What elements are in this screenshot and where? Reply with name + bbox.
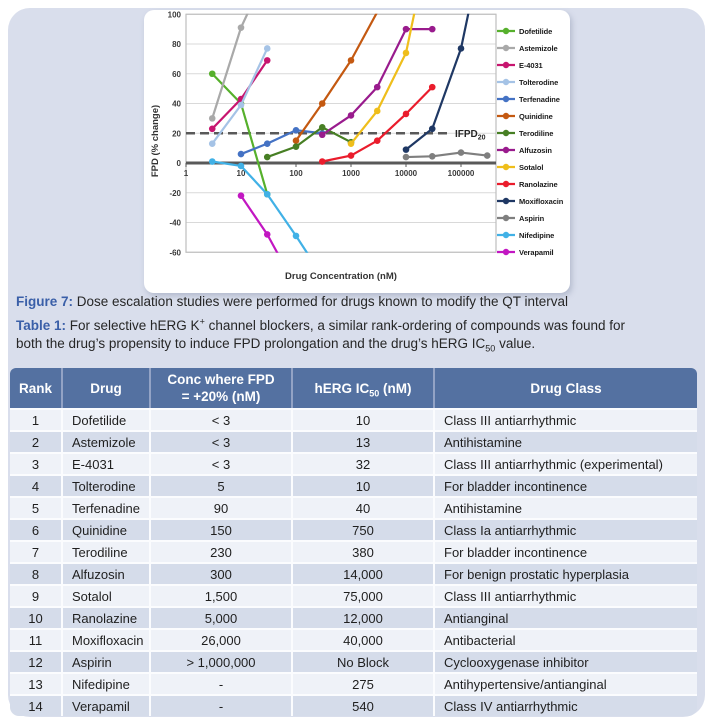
- content-panel: [8, 8, 705, 717]
- cell-herg-ic50: 75,000: [293, 584, 435, 606]
- legend-item-nifedipine: [497, 231, 554, 240]
- table-caption: [16, 317, 640, 352]
- cell-herg-ic50: 540: [293, 694, 435, 716]
- legend-item-ranolazine: [497, 180, 558, 189]
- legend-label: Aspirin: [519, 214, 545, 223]
- series-sotalol: [348, 10, 421, 147]
- header-drug-class-label: Drug Class: [530, 380, 602, 396]
- table-row: [10, 628, 697, 650]
- figure-chart-card: [144, 10, 570, 293]
- cell-drug: E-4031: [63, 452, 151, 474]
- legend-label: Verapamil: [519, 248, 554, 257]
- legend: [497, 27, 564, 257]
- cell-conc-fpd20: 26,000: [151, 628, 293, 650]
- cell-herg-ic50: 10: [293, 474, 435, 496]
- legend-marker-dot: [503, 198, 509, 204]
- cell-drug-class: For bladder incontinence: [435, 540, 697, 562]
- cell-rank: 6: [10, 518, 63, 540]
- cell-rank: 13: [10, 672, 63, 694]
- x-tick-label: 10000: [394, 169, 418, 178]
- legend-label: Quinidine: [519, 112, 553, 121]
- cell-herg-ic50: 40: [293, 496, 435, 518]
- legend-marker-dot: [503, 113, 509, 119]
- table-caption-label: Table 1:: [16, 318, 67, 333]
- header-drug-label: Drug: [90, 380, 122, 396]
- cell-drug: Dofetilide: [63, 408, 151, 430]
- cell-rank: 11: [10, 628, 63, 650]
- legend-label: Moxifloxacin: [519, 197, 564, 206]
- cell-drug: Astemizole: [63, 430, 151, 452]
- y-tick-label: 60: [172, 69, 181, 79]
- x-axis-title: Drug Concentration (nM): [285, 271, 397, 282]
- cell-drug-class: For bladder incontinence: [435, 474, 697, 496]
- y-tick-label: -60: [169, 248, 181, 258]
- legend-label: E-4031: [519, 61, 543, 70]
- y-axis: [168, 10, 182, 257]
- cell-drug-class: Antibacterial: [435, 628, 697, 650]
- cell-herg-ic50: 380: [293, 540, 435, 562]
- header-herg-post: (nM): [379, 380, 412, 396]
- cell-conc-fpd20: 230: [151, 540, 293, 562]
- cell-rank: 3: [10, 452, 63, 474]
- ifpd20-label: $IFPD_{20}$: [455, 128, 486, 142]
- table-row: [10, 606, 697, 628]
- cell-herg-ic50: 750: [293, 518, 435, 540]
- legend-item-astemizole: [497, 44, 558, 53]
- legend-marker-dot: [503, 181, 509, 187]
- cell-drug: Moxifloxacin: [63, 628, 151, 650]
- header-rank-label: Rank: [18, 380, 52, 396]
- header-herg-ic50: [293, 368, 435, 408]
- table-header-row: [10, 368, 697, 408]
- ic50-subscript: 50: [485, 343, 496, 354]
- cell-herg-ic50: 275: [293, 672, 435, 694]
- legend-item-sotalol: [497, 163, 543, 172]
- cell-rank: 14: [10, 694, 63, 716]
- legend-label: Tolterodine: [519, 78, 559, 87]
- cell-drug: Nifedipine: [63, 672, 151, 694]
- figure-caption-text: Dose escalation studies were performed for drugs known to modify the QT interval: [73, 294, 569, 309]
- header-conc-fpd20: [151, 368, 293, 408]
- series-e-4031: [209, 57, 271, 132]
- x-tick-label: 100000: [447, 169, 475, 178]
- cell-drug-class: Class III antiarrhythmic: [435, 408, 697, 430]
- cell-herg-ic50: 12,000: [293, 606, 435, 628]
- table-row: [10, 584, 697, 606]
- header-conc-line2: = +20% (nM): [181, 389, 261, 404]
- legend-item-aspirin: [497, 214, 545, 223]
- legend-item-quinidine: [497, 112, 553, 121]
- legend-marker-dot: [503, 249, 509, 255]
- cell-rank: 1: [10, 408, 63, 430]
- legend-item-terodiline: [497, 129, 553, 138]
- table-row: [10, 474, 697, 496]
- header-herg-pre: hERG IC: [314, 380, 370, 396]
- drug-rank-table: [10, 368, 697, 716]
- legend-item-e-4031: [497, 61, 543, 70]
- table-row: [10, 694, 697, 716]
- legend-label: Alfuzosin: [519, 146, 552, 155]
- cell-conc-fpd20: > 1,000,000: [151, 650, 293, 672]
- legend-item-alfuzosin: [497, 146, 552, 155]
- cell-drug: Quinidine: [63, 518, 151, 540]
- legend-item-tolterodine: [497, 78, 558, 87]
- cell-drug-class: Class Ia antiarrhythmic: [435, 518, 697, 540]
- cell-herg-ic50: No Block: [293, 650, 435, 672]
- cell-drug: Tolterodine: [63, 474, 151, 496]
- cell-rank: 4: [10, 474, 63, 496]
- cell-drug-class: Antianginal: [435, 606, 697, 628]
- legend-label: Astemizole: [519, 44, 558, 53]
- figure-caption-label: Figure 7:: [16, 294, 74, 309]
- table-caption-text-3: value.: [495, 335, 536, 351]
- legend-marker-dot: [503, 130, 509, 136]
- cell-herg-ic50: 40,000: [293, 628, 435, 650]
- y-tick-label: 40: [172, 99, 181, 109]
- legend-marker-dot: [503, 79, 509, 85]
- table-row: [10, 540, 697, 562]
- legend-marker-dot: [503, 28, 509, 34]
- cell-drug: Aspirin: [63, 650, 151, 672]
- table-row: [10, 562, 697, 584]
- cell-herg-ic50: 14,000: [293, 562, 435, 584]
- legend-marker-dot: [503, 96, 509, 102]
- cell-drug: Sotalol: [63, 584, 151, 606]
- table-caption-text-2: channel blockers, a similar rank-ordering of compounds was found for both the drug’s propensity to induce FPD prolongation and the drug’s hERG IC: [16, 318, 626, 351]
- cell-drug: Verapamil: [63, 694, 151, 716]
- cell-herg-ic50: 32: [293, 452, 435, 474]
- y-tick-label: -40: [169, 218, 181, 228]
- cell-conc-fpd20: 5,000: [151, 606, 293, 628]
- y-axis-title: FPD (% change): [150, 104, 161, 178]
- y-tick-label: 80: [172, 40, 181, 49]
- cell-drug-class: For benign prostatic hyperplasia: [435, 562, 697, 584]
- cell-conc-fpd20: 300: [151, 562, 293, 584]
- legend-marker-dot: [503, 164, 509, 170]
- cell-rank: 5: [10, 496, 63, 518]
- header-drug-class: [435, 368, 697, 408]
- cell-drug: Alfuzosin: [63, 562, 151, 584]
- cell-drug-class: Class III antiarrhythmic: [435, 584, 697, 606]
- legend-marker-dot: [503, 62, 509, 68]
- cell-rank: 7: [10, 540, 63, 562]
- cell-drug-class: Class IV antiarrhythmic: [435, 694, 697, 716]
- cell-rank: 12: [10, 650, 63, 672]
- table-header: [10, 368, 697, 408]
- legend-label: Terfenadine: [519, 95, 560, 104]
- cell-conc-fpd20: -: [151, 694, 293, 716]
- legend-marker-dot: [503, 215, 509, 221]
- cell-conc-fpd20: 5: [151, 474, 293, 496]
- cell-drug: Terodiline: [63, 540, 151, 562]
- legend-item-dofetilide: [497, 27, 552, 36]
- table-row: [10, 518, 697, 540]
- header-herg-sub: 50: [369, 388, 380, 399]
- legend-marker-dot: [503, 147, 509, 153]
- y-tick-label: 100: [167, 10, 181, 20]
- table-row: [10, 672, 697, 694]
- cell-rank: 2: [10, 430, 63, 452]
- legend-label: Ranolazine: [519, 180, 558, 189]
- legend-label: Terodiline: [519, 129, 554, 138]
- cell-drug-class: Class III antiarrhythmic (experimental): [435, 452, 697, 474]
- table-row: [10, 650, 697, 672]
- cell-conc-fpd20: < 3: [151, 408, 293, 430]
- cell-drug: Terfenadine: [63, 496, 151, 518]
- legend-item-terfenadine: [497, 95, 560, 104]
- legend-label: Dofetilide: [519, 27, 553, 36]
- y-tick-label: 20: [172, 129, 181, 139]
- potassium-superscript: +: [199, 316, 205, 327]
- x-tick-label: 1: [183, 169, 189, 178]
- cell-conc-fpd20: 150: [151, 518, 293, 540]
- cell-drug-class: Antihypertensive/antianginal: [435, 672, 697, 694]
- table-row: [10, 408, 697, 430]
- cell-conc-fpd20: < 3: [151, 430, 293, 452]
- table-body: [10, 408, 697, 716]
- y-tick-label: -20: [169, 188, 181, 198]
- header-rank: [10, 368, 63, 408]
- x-tick-label: 1000: [342, 169, 360, 178]
- cell-drug-class: Antihistamine: [435, 496, 697, 518]
- legend-item-verapamil: [497, 248, 554, 257]
- cell-conc-fpd20: -: [151, 672, 293, 694]
- cell-conc-fpd20: 1,500: [151, 584, 293, 606]
- y-tick-label: 0: [176, 159, 181, 168]
- table-row: [10, 452, 697, 474]
- header-conc-line1: Conc where FPD: [167, 372, 275, 387]
- x-axis: [184, 163, 475, 178]
- figure-caption: [16, 294, 688, 309]
- table-caption-text-1: For selective hERG K: [66, 318, 200, 333]
- table-row: [10, 430, 697, 452]
- cell-herg-ic50: 13: [293, 430, 435, 452]
- cell-drug: Ranolazine: [63, 606, 151, 628]
- x-tick-label: 100: [289, 169, 303, 178]
- legend-marker-dot: [503, 232, 509, 238]
- legend-marker-dot: [503, 45, 509, 51]
- cell-rank: 10: [10, 606, 63, 628]
- cell-conc-fpd20: 90: [151, 496, 293, 518]
- legend-label: Sotalol: [519, 163, 544, 172]
- legend-label: Nifedipine: [519, 231, 555, 240]
- x-tick-label: 10: [236, 169, 246, 178]
- cell-rank: 8: [10, 562, 63, 584]
- cell-drug-class: Antihistamine: [435, 430, 697, 452]
- cell-drug-class: Cyclooxygenase inhibitor: [435, 650, 697, 672]
- dose-response-chart: [144, 10, 570, 293]
- legend-item-moxifloxacin: [497, 197, 564, 206]
- cell-rank: 9: [10, 584, 63, 606]
- series-terodiline: [264, 124, 354, 160]
- series-verapamil: [238, 192, 283, 260]
- table-row: [10, 496, 697, 518]
- header-drug: [63, 368, 151, 408]
- cell-conc-fpd20: < 3: [151, 452, 293, 474]
- cell-herg-ic50: 10: [293, 408, 435, 430]
- series-aspirin: [403, 149, 491, 160]
